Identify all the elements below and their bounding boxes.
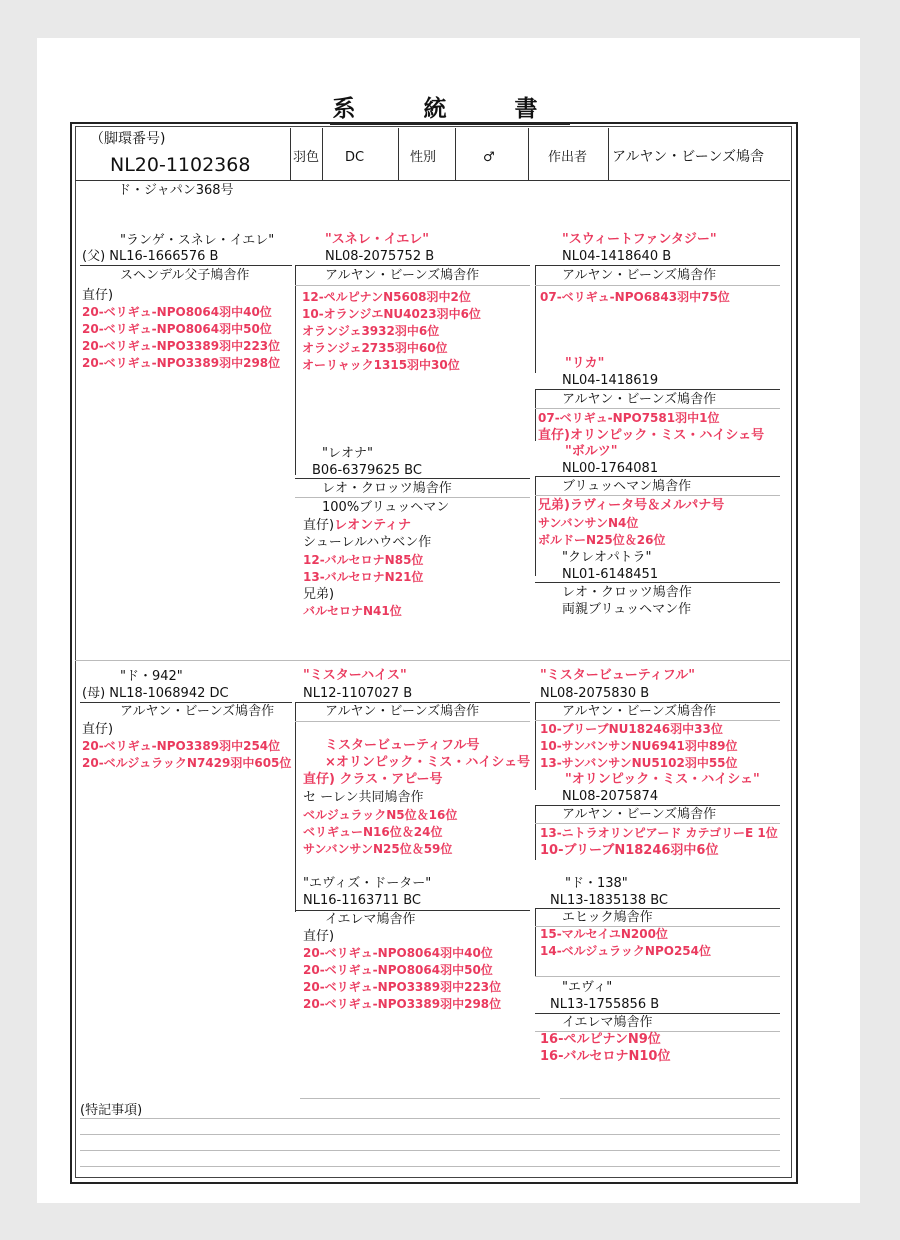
sds-name: "ボルツ" — [565, 444, 618, 459]
color-value: DC — [345, 150, 365, 165]
ddd-rule — [535, 1013, 780, 1014]
dsd-loft: アルヤン・ビーンズ鳩舎作 — [562, 807, 717, 822]
sds-rule — [535, 476, 780, 477]
remarks-line — [300, 1098, 540, 1099]
dsd-result: 13-ニトラオリンピアード カテゴリーE 1位 — [540, 826, 778, 840]
ds-line2: ×オリンピック・ミス・ハイシェ号 — [325, 755, 531, 770]
remarks-line — [80, 1118, 780, 1119]
sd-sib-label: 兄弟) — [303, 587, 335, 602]
header-divider — [322, 128, 323, 180]
ss-result: オランジェ3932羽中6位 — [302, 324, 440, 338]
ddd-name: "エヴィ" — [562, 980, 613, 995]
dd-note: 直仔) — [303, 929, 335, 944]
sd-sib-result: バルセロナN41位 — [303, 604, 402, 618]
dsd-bracket — [535, 805, 536, 860]
sds-bracket — [535, 476, 536, 576]
sdd-rule — [535, 582, 780, 583]
sd-ring: B06-6379625 BC — [312, 463, 422, 478]
dss-sub-rule — [535, 720, 780, 721]
ddd-loft: イエレマ鳩舎作 — [562, 1015, 653, 1030]
ds-bracket — [295, 702, 296, 912]
sire-ring: (父) NL16-1666576 B — [82, 249, 219, 264]
ddd-ring: NL13-1755856 B — [550, 997, 660, 1012]
sss-name: "スウィートファンタジー" — [562, 232, 717, 247]
sire-note: 直仔) — [82, 288, 114, 303]
dss-result: 10-ブリーブNU18246羽中33位 — [540, 722, 723, 736]
header-divider — [455, 128, 456, 180]
sds-ring: NL00-1764081 — [562, 461, 659, 476]
sd-rule — [295, 478, 530, 479]
dds-ring: NL13-1835138 BC — [550, 893, 668, 908]
dds-rule — [535, 908, 780, 909]
ds-result: ベルジュラックN5位＆16位 — [303, 808, 458, 822]
remarks-line — [560, 1098, 780, 1099]
ssd-sub-rule — [535, 408, 780, 409]
header-bottom-rule — [75, 180, 790, 181]
dss-rule — [535, 702, 780, 703]
remarks-line — [80, 1150, 780, 1151]
dss-loft: アルヤン・ビーンズ鳩舎作 — [562, 704, 717, 719]
ds-sub-rule — [295, 721, 530, 722]
sire-result: 20-ベリギュ-NPO3389羽中223位 — [82, 339, 281, 353]
dam-rule — [80, 702, 292, 703]
sss-ring: NL04-1418640 B — [562, 249, 672, 264]
ss-rule — [295, 265, 530, 266]
dds-result: 15-マルセイユN200位 — [540, 927, 668, 941]
sd-note-red: レオンティナ — [334, 518, 412, 533]
dd-result: 20-ベリギュ-NPO8064羽中50位 — [303, 963, 493, 977]
dd-rule — [295, 910, 530, 911]
sss-result: 07-ベリギュ-NPO6843羽中75位 — [540, 290, 730, 304]
sd-result: 13-バルセロナN21位 — [303, 570, 424, 584]
sire-result: 20-ベリギュ-NPO3389羽中298位 — [82, 356, 281, 370]
ds-line1: ミスタービューティフル号 — [325, 738, 480, 753]
ss-result: オランジェ2735羽中60位 — [302, 341, 448, 355]
sire-result: 20-ベリギュ-NPO8064羽中40位 — [82, 305, 272, 319]
header-divider — [528, 128, 529, 180]
remarks-line — [80, 1166, 780, 1167]
dd-name: "エヴィズ・ドーター" — [303, 876, 432, 891]
dsd-name: "オリンピック・ミス・ハイシェ" — [565, 772, 760, 787]
inner-frame — [75, 126, 792, 1178]
breeder-label: 作出者 — [548, 150, 588, 165]
dsd-result: 10-ブリーブN18246羽中6位 — [540, 843, 719, 858]
ssd-result: 直仔)オリンピック・ミス・ハイシェ号 — [538, 428, 765, 443]
ss-result: 10-オランジエNU4023羽中6位 — [302, 307, 481, 321]
ds-result: ベリギューN16位＆24位 — [303, 825, 443, 839]
ssd-loft: アルヤン・ビーンズ鳩舎作 — [562, 392, 717, 407]
dd-ring: NL16-1163711 BC — [303, 893, 421, 908]
header-divider — [290, 128, 291, 180]
sds-result: 兄弟)ラヴィータ号＆メルパナ号 — [538, 498, 725, 513]
ssd-rule — [535, 389, 780, 390]
dam-result: 20-ベルジュラックN7429羽中605位 — [82, 756, 292, 770]
ds-loft: アルヤン・ビーンズ鳩舎作 — [325, 704, 480, 719]
dds-name: "ド・138" — [565, 876, 628, 891]
ssd-name: "リカ" — [565, 356, 605, 371]
ring-number: NL20-1102368 — [110, 154, 251, 176]
sd-loft2: シューレルハウベン作 — [303, 535, 432, 550]
sire-loft: スヘンデル父子鳩舎作 — [120, 268, 250, 283]
dd-result: 20-ベリギュ-NPO3389羽中223位 — [303, 980, 502, 994]
ds-rule — [295, 702, 530, 703]
sd-name: "レオナ" — [322, 446, 373, 461]
ssd-ring: NL04-1418619 — [562, 373, 659, 388]
dds-bracket — [535, 908, 536, 976]
ss-bracket — [295, 265, 296, 475]
dam-note: 直仔) — [82, 722, 114, 737]
document-title: 系 統 書 — [332, 95, 568, 122]
sd-note-prefix: 直仔) — [303, 518, 335, 533]
ds-result: サンバンサンN25位＆59位 — [303, 842, 453, 856]
sd-loft: レオ・クロッツ鳩舎作 — [322, 481, 452, 496]
sdd-ring: NL01-6148451 — [562, 567, 659, 582]
ddd-result: 16-ペルピナンN9位 — [540, 1032, 661, 1047]
dss-name: "ミスタービューティフル" — [540, 668, 695, 683]
ss-name: "スネレ・イエレ" — [325, 232, 430, 247]
dam-ring: (母) NL18-1068942 DC — [82, 686, 229, 701]
ring-label: （脚環番号) — [90, 131, 166, 147]
sd-line1: 100%ブリュッヘマン — [322, 500, 450, 515]
sire-name: "ランゲ・スネレ・イエレ" — [120, 233, 275, 248]
breeder-value: アルヤン・ビーンズ鳩舎 — [612, 149, 765, 165]
sex-value: ♂ — [483, 150, 495, 165]
ss-loft: アルヤン・ビーンズ鳩舎作 — [325, 268, 480, 283]
dsd-ring: NL08-2075874 — [562, 789, 659, 804]
sds-sub-rule — [535, 495, 780, 496]
dam-name: "ド・942" — [120, 669, 183, 684]
sss-rule — [535, 265, 780, 266]
dd-result: 20-ベリギュ-NPO8064羽中40位 — [303, 946, 493, 960]
dam-result: 20-ベリギュ-NPO3389羽中254位 — [82, 739, 281, 753]
ss-result: 12-ペルピナンN5608羽中2位 — [302, 290, 471, 304]
header-divider — [608, 128, 609, 180]
sds-loft: ブリュッヘマン鳩舎作 — [562, 479, 692, 494]
ssd-result: 07-ベリギュ-NPO7581羽中1位 — [538, 411, 720, 425]
sss-sub-rule — [535, 285, 780, 286]
sdd-loft: レオ・クロッツ鳩舎作 — [562, 585, 692, 600]
ds-ring: NL12-1107027 B — [303, 686, 413, 701]
dds-loft: エヒック鳩舎作 — [562, 910, 653, 925]
remarks-line — [80, 1134, 780, 1135]
sdd-note: 両親ブリュッヘマン作 — [562, 602, 692, 617]
ssd-bracket — [535, 389, 536, 441]
dds-result: 14-ベルジュラックNPO254位 — [540, 944, 711, 958]
section-separator — [75, 660, 790, 661]
sdd-name: "クレオパトラ" — [562, 550, 652, 565]
dss-ring: NL08-2075830 B — [540, 686, 650, 701]
bird-name: ド・ジャパン368号 — [118, 183, 234, 198]
sd-sub-rule — [295, 497, 530, 498]
sd-result: 12-バルセロナN85位 — [303, 553, 424, 567]
sds-result: ボルドーN25位＆26位 — [538, 533, 666, 547]
ds-name: "ミスターハイス" — [303, 668, 407, 683]
sds-result: サンバンサンN4位 — [538, 516, 639, 530]
dd-loft: イエレマ鳩舎作 — [325, 912, 416, 927]
dam-loft: アルヤン・ビーンズ鳩舎作 — [120, 704, 275, 719]
ddd-result: 16-バルセロナN10位 — [540, 1049, 671, 1064]
sd-note — [303, 518, 411, 533]
sss-loft: アルヤン・ビーンズ鳩舎作 — [562, 268, 717, 283]
ss-result: オーリャック1315羽中30位 — [302, 358, 460, 372]
dss-result: 13-サンバンサンNU5102羽中55位 — [540, 756, 738, 770]
color-label: 羽色 — [293, 150, 320, 165]
ss-ring: NL08-2075752 B — [325, 249, 435, 264]
remarks-label: (特記事項) — [80, 1103, 143, 1118]
dds-end-rule — [535, 976, 780, 977]
dsd-sub-rule — [535, 823, 780, 824]
sss-bracket — [535, 265, 536, 373]
sire-rule — [80, 265, 292, 266]
dss-bracket — [535, 702, 536, 790]
dss-result: 10-サンバンサンNU6941羽中89位 — [540, 739, 738, 753]
sex-label: 性別 — [410, 150, 437, 165]
sire-result: 20-ベリギュ-NPO8064羽中50位 — [82, 322, 272, 336]
ds-note: 直仔) クラス・アピー号 — [303, 772, 443, 787]
dsd-rule — [535, 805, 780, 806]
ds-loft2: セ ーレン共同鳩舎作 — [303, 790, 424, 805]
header-divider — [398, 128, 399, 180]
dd-result: 20-ベリギュ-NPO3389羽中298位 — [303, 997, 502, 1011]
ss-sub-rule — [295, 285, 530, 286]
